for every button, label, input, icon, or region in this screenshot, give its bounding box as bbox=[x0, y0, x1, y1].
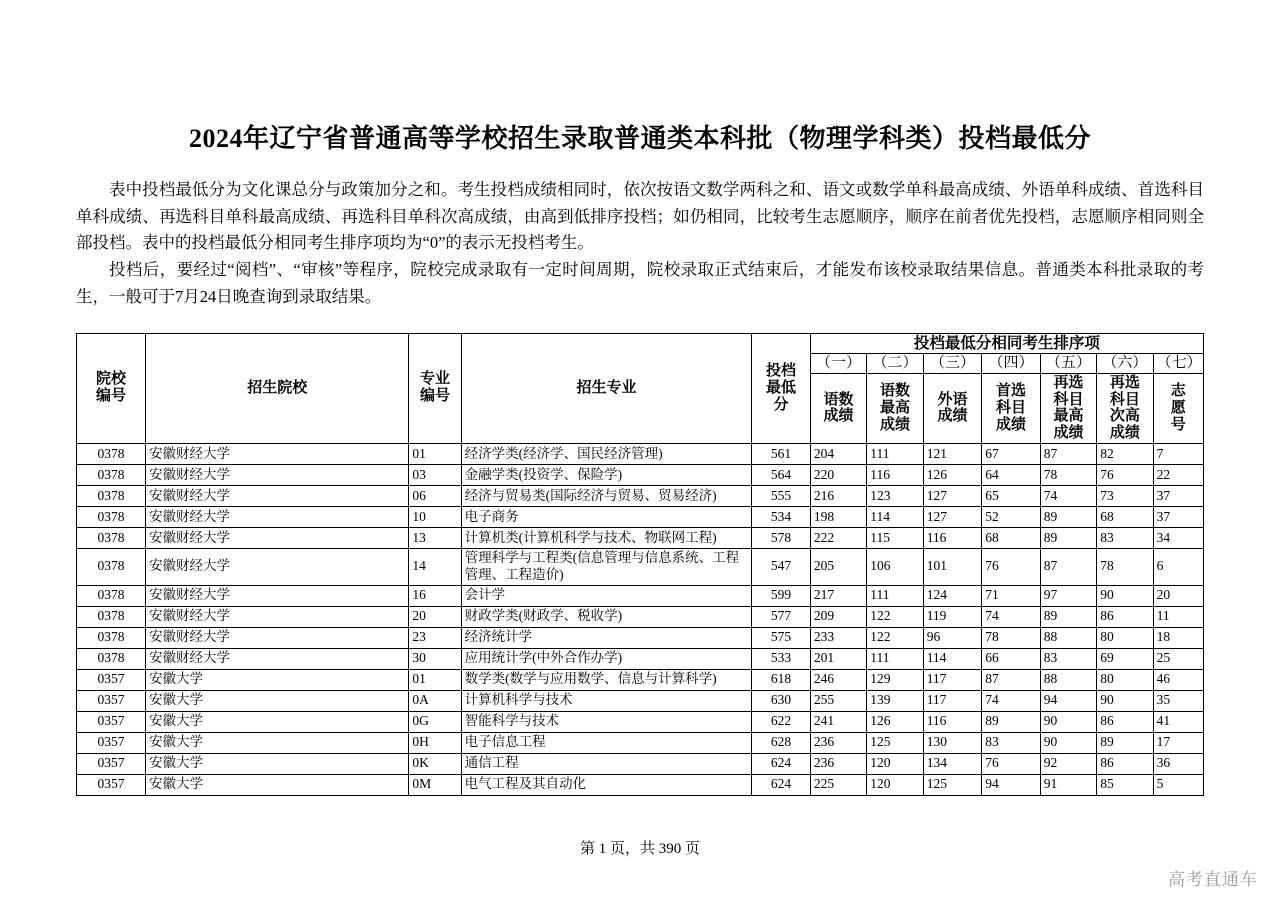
cell-foreign-language: 116 bbox=[923, 527, 982, 548]
cell-major-name: 数学类(数学与应用数学、信息与计算科学) bbox=[461, 669, 752, 690]
cell-major-name: 通信工程 bbox=[461, 753, 752, 774]
cell-preference-number: 7 bbox=[1153, 443, 1203, 464]
cell-min-score: 624 bbox=[752, 774, 811, 795]
cell-chinese-math-max: 111 bbox=[867, 443, 923, 464]
cell-school-name: 安徽财经大学 bbox=[145, 548, 408, 585]
table-row bbox=[77, 464, 1204, 485]
cell-chinese-math-total: 255 bbox=[810, 690, 866, 711]
cell-min-score: 533 bbox=[752, 648, 811, 669]
cell-major-name: 电子信息工程 bbox=[461, 732, 752, 753]
cell-chinese-math-total: 241 bbox=[810, 711, 866, 732]
table-row bbox=[77, 732, 1204, 753]
cell-min-score: 630 bbox=[752, 690, 811, 711]
cell-second-choice-next: 90 bbox=[1097, 690, 1153, 711]
table-row bbox=[77, 774, 1204, 795]
page-footer: 第 1 页，共 390 页 bbox=[579, 841, 700, 857]
cell-foreign-language: 117 bbox=[923, 690, 982, 711]
cell-second-choice-next: 69 bbox=[1097, 648, 1153, 669]
cell-foreign-language: 116 bbox=[923, 711, 982, 732]
cell-second-choice-max: 74 bbox=[1040, 485, 1096, 506]
cell-chinese-math-max: 111 bbox=[867, 585, 923, 606]
cell-foreign-language: 121 bbox=[923, 443, 982, 464]
cell-school-code: 0357 bbox=[77, 774, 146, 795]
cell-second-choice-max: 83 bbox=[1040, 648, 1096, 669]
cell-chinese-math-max: 111 bbox=[867, 648, 923, 669]
table-row bbox=[77, 690, 1204, 711]
cell-school-code: 0357 bbox=[77, 690, 146, 711]
cell-major-name: 电气工程及其自动化 bbox=[461, 774, 752, 795]
cell-major-code: 14 bbox=[409, 548, 461, 585]
cell-second-choice-next: 82 bbox=[1097, 443, 1153, 464]
cell-second-choice-next: 80 bbox=[1097, 627, 1153, 648]
cell-school-name: 安徽财经大学 bbox=[145, 443, 408, 464]
col-major-code: 专业编号 bbox=[409, 333, 461, 443]
cell-first-choice-subject: 67 bbox=[982, 443, 1041, 464]
cell-major-code: 23 bbox=[409, 627, 461, 648]
cell-second-choice-max: 90 bbox=[1040, 711, 1096, 732]
cell-first-choice-subject: 78 bbox=[982, 627, 1041, 648]
col-school-name: 招生院校 bbox=[145, 333, 408, 443]
cell-min-score: 624 bbox=[752, 753, 811, 774]
cell-major-code: 0M bbox=[409, 774, 461, 795]
cell-foreign-language: 127 bbox=[923, 485, 982, 506]
cell-major-name: 电子商务 bbox=[461, 506, 752, 527]
cell-major-name: 金融学类(投资学、保险学) bbox=[461, 464, 752, 485]
cell-second-choice-max: 87 bbox=[1040, 548, 1096, 585]
col-foreign-language: 外语成绩 bbox=[923, 373, 982, 443]
cell-chinese-math-max: 125 bbox=[867, 732, 923, 753]
cell-min-score: 561 bbox=[752, 443, 811, 464]
roman-6: （六） bbox=[1097, 353, 1153, 373]
col-chinese-math-max: 语数最高成绩 bbox=[867, 373, 923, 443]
cell-foreign-language: 119 bbox=[923, 606, 982, 627]
table-row bbox=[77, 753, 1204, 774]
cell-major-code: 06 bbox=[409, 485, 461, 506]
cell-second-choice-next: 73 bbox=[1097, 485, 1153, 506]
cell-chinese-math-total: 198 bbox=[810, 506, 866, 527]
cell-school-name: 安徽大学 bbox=[145, 690, 408, 711]
col-school-code: 院校编号 bbox=[77, 333, 146, 443]
cell-foreign-language: 101 bbox=[923, 548, 982, 585]
cell-preference-number: 25 bbox=[1153, 648, 1203, 669]
roman-4: （四） bbox=[982, 353, 1041, 373]
cell-min-score: 577 bbox=[752, 606, 811, 627]
cell-second-choice-next: 86 bbox=[1097, 753, 1153, 774]
cell-chinese-math-total: 201 bbox=[810, 648, 866, 669]
cell-preference-number: 37 bbox=[1153, 506, 1203, 527]
cell-preference-number: 20 bbox=[1153, 585, 1203, 606]
cell-school-code: 0378 bbox=[77, 548, 146, 585]
cell-school-code: 0378 bbox=[77, 627, 146, 648]
scores-table bbox=[76, 333, 1204, 796]
cell-foreign-language: 117 bbox=[923, 669, 982, 690]
cell-first-choice-subject: 66 bbox=[982, 648, 1041, 669]
table-row bbox=[77, 548, 1204, 585]
cell-min-score: 564 bbox=[752, 464, 811, 485]
cell-school-code: 0357 bbox=[77, 669, 146, 690]
cell-major-code: 13 bbox=[409, 527, 461, 548]
cell-foreign-language: 96 bbox=[923, 627, 982, 648]
cell-major-name: 管理科学与工程类(信息管理与信息系统、工程管理、工程造价) bbox=[461, 548, 752, 585]
cell-major-code: 20 bbox=[409, 606, 461, 627]
cell-chinese-math-total: 236 bbox=[810, 753, 866, 774]
cell-major-name: 应用统计学(中外合作办学) bbox=[461, 648, 752, 669]
table-row bbox=[77, 648, 1204, 669]
cell-preference-number: 34 bbox=[1153, 527, 1203, 548]
cell-chinese-math-total: 222 bbox=[810, 527, 866, 548]
cell-school-code: 0357 bbox=[77, 753, 146, 774]
cell-second-choice-max: 97 bbox=[1040, 585, 1096, 606]
cell-school-name: 安徽大学 bbox=[145, 753, 408, 774]
cell-foreign-language: 134 bbox=[923, 753, 982, 774]
col-major-name: 招生专业 bbox=[461, 333, 752, 443]
cell-chinese-math-total: 204 bbox=[810, 443, 866, 464]
cell-preference-number: 5 bbox=[1153, 774, 1203, 795]
roman-2: （二） bbox=[867, 353, 923, 373]
cell-second-choice-next: 76 bbox=[1097, 464, 1153, 485]
cell-second-choice-max: 88 bbox=[1040, 669, 1096, 690]
cell-preference-number: 35 bbox=[1153, 690, 1203, 711]
cell-first-choice-subject: 74 bbox=[982, 690, 1041, 711]
cell-chinese-math-max: 115 bbox=[867, 527, 923, 548]
roman-7: （七） bbox=[1153, 353, 1203, 373]
cell-chinese-math-max: 120 bbox=[867, 774, 923, 795]
table-row bbox=[77, 627, 1204, 648]
cell-foreign-language: 127 bbox=[923, 506, 982, 527]
cell-second-choice-next: 80 bbox=[1097, 669, 1153, 690]
cell-foreign-language: 124 bbox=[923, 585, 982, 606]
cell-chinese-math-max: 122 bbox=[867, 606, 923, 627]
cell-school-name: 安徽财经大学 bbox=[145, 485, 408, 506]
cell-school-code: 0357 bbox=[77, 711, 146, 732]
cell-second-choice-max: 94 bbox=[1040, 690, 1096, 711]
cell-preference-number: 22 bbox=[1153, 464, 1203, 485]
intro-paragraph-2: 投档后，要经过“阅档”、“审核”等程序，院校完成录取有一定时间周期，院校录取正式结束后，才能发布该校录取结果信息。普通类本科批录取的考生，一般可于7月24日晚查询到录取结果。 bbox=[76, 260, 1204, 306]
page-title: 2024年辽宁省普通高等学校招生录取普通类本科批（物理学科类）投档最低分 bbox=[188, 124, 1091, 153]
cell-preference-number: 41 bbox=[1153, 711, 1203, 732]
cell-first-choice-subject: 68 bbox=[982, 527, 1041, 548]
cell-school-code: 0378 bbox=[77, 648, 146, 669]
cell-major-name: 计算机类(计算机科学与技术、物联网工程) bbox=[461, 527, 752, 548]
cell-chinese-math-max: 114 bbox=[867, 506, 923, 527]
cell-min-score: 599 bbox=[752, 585, 811, 606]
cell-school-code: 0378 bbox=[77, 606, 146, 627]
cell-min-score: 575 bbox=[752, 627, 811, 648]
cell-school-code: 0378 bbox=[77, 527, 146, 548]
cell-first-choice-subject: 71 bbox=[982, 585, 1041, 606]
cell-second-choice-max: 91 bbox=[1040, 774, 1096, 795]
cell-major-name: 智能科学与技术 bbox=[461, 711, 752, 732]
cell-chinese-math-total: 217 bbox=[810, 585, 866, 606]
cell-school-name: 安徽大学 bbox=[145, 732, 408, 753]
cell-chinese-math-max: 126 bbox=[867, 711, 923, 732]
cell-major-name: 会计学 bbox=[461, 585, 752, 606]
cell-foreign-language: 130 bbox=[923, 732, 982, 753]
cell-school-name: 安徽大学 bbox=[145, 774, 408, 795]
cell-chinese-math-max: 120 bbox=[867, 753, 923, 774]
cell-first-choice-subject: 52 bbox=[982, 506, 1041, 527]
cell-school-code: 0378 bbox=[77, 464, 146, 485]
cell-major-code: 0G bbox=[409, 711, 461, 732]
cell-chinese-math-max: 139 bbox=[867, 690, 923, 711]
cell-min-score: 534 bbox=[752, 506, 811, 527]
cell-major-code: 0A bbox=[409, 690, 461, 711]
table-row bbox=[77, 711, 1204, 732]
table-row bbox=[77, 443, 1204, 464]
cell-foreign-language: 114 bbox=[923, 648, 982, 669]
cell-first-choice-subject: 76 bbox=[982, 548, 1041, 585]
col-preference-number: 志愿号 bbox=[1153, 373, 1203, 443]
cell-second-choice-next: 86 bbox=[1097, 711, 1153, 732]
cell-school-name: 安徽财经大学 bbox=[145, 606, 408, 627]
cell-first-choice-subject: 94 bbox=[982, 774, 1041, 795]
cell-chinese-math-max: 122 bbox=[867, 627, 923, 648]
cell-first-choice-subject: 74 bbox=[982, 606, 1041, 627]
table-row bbox=[77, 585, 1204, 606]
cell-major-code: 01 bbox=[409, 443, 461, 464]
table-header bbox=[77, 333, 1204, 443]
cell-second-choice-max: 89 bbox=[1040, 606, 1096, 627]
col-first-choice-subject: 首选科目成绩 bbox=[982, 373, 1041, 443]
cell-first-choice-subject: 83 bbox=[982, 732, 1041, 753]
roman-1: （一） bbox=[810, 353, 866, 373]
cell-school-name: 安徽财经大学 bbox=[145, 648, 408, 669]
cell-major-code: 0K bbox=[409, 753, 461, 774]
cell-first-choice-subject: 65 bbox=[982, 485, 1041, 506]
col-min-score: 投档最低分 bbox=[752, 333, 811, 443]
cell-foreign-language: 125 bbox=[923, 774, 982, 795]
cell-school-code: 0378 bbox=[77, 585, 146, 606]
cell-preference-number: 6 bbox=[1153, 548, 1203, 585]
table-row bbox=[77, 485, 1204, 506]
intro-paragraph-1: 表中投档最低分为文化课总分与政策加分之和。考生投档成绩相同时，依次按语文数学两科之和、语文或数学单科最高成绩、外语单科成绩、首选科目单科成绩、再选科目单科最高成绩、再选科目单科次高成绩，由高到低排序投档；如仍相同，比较考生志愿顺序，顺序在前者优先投档，志愿顺序相同则全部投档。表中的投档最低分相同考生排序项均为“0”的表示无投档考生。 bbox=[76, 180, 1204, 253]
cell-major-name: 财政学类(财政学、税收学) bbox=[461, 606, 752, 627]
cell-chinese-math-max: 123 bbox=[867, 485, 923, 506]
roman-5: （五） bbox=[1040, 353, 1096, 373]
cell-major-code: 30 bbox=[409, 648, 461, 669]
cell-first-choice-subject: 76 bbox=[982, 753, 1041, 774]
table-row bbox=[77, 527, 1204, 548]
cell-second-choice-max: 78 bbox=[1040, 464, 1096, 485]
cell-school-name: 安徽大学 bbox=[145, 711, 408, 732]
cell-second-choice-max: 88 bbox=[1040, 627, 1096, 648]
cell-major-code: 0H bbox=[409, 732, 461, 753]
cell-second-choice-max: 87 bbox=[1040, 443, 1096, 464]
cell-chinese-math-total: 236 bbox=[810, 732, 866, 753]
cell-second-choice-next: 86 bbox=[1097, 606, 1153, 627]
cell-major-name: 经济学类(经济学、国民经济管理) bbox=[461, 443, 752, 464]
cell-second-choice-next: 90 bbox=[1097, 585, 1153, 606]
header-row-group bbox=[77, 333, 1204, 353]
cell-second-choice-next: 83 bbox=[1097, 527, 1153, 548]
cell-preference-number: 17 bbox=[1153, 732, 1203, 753]
col-second-choice-max: 再选科目最高成绩 bbox=[1040, 373, 1096, 443]
cell-major-code: 01 bbox=[409, 669, 461, 690]
cell-chinese-math-max: 106 bbox=[867, 548, 923, 585]
cell-school-name: 安徽财经大学 bbox=[145, 506, 408, 527]
cell-second-choice-max: 90 bbox=[1040, 732, 1096, 753]
cell-preference-number: 46 bbox=[1153, 669, 1203, 690]
cell-chinese-math-max: 129 bbox=[867, 669, 923, 690]
cell-school-code: 0378 bbox=[77, 506, 146, 527]
table-row bbox=[77, 606, 1204, 627]
cell-school-name: 安徽财经大学 bbox=[145, 627, 408, 648]
cell-second-choice-next: 78 bbox=[1097, 548, 1153, 585]
cell-foreign-language: 126 bbox=[923, 464, 982, 485]
cell-chinese-math-total: 216 bbox=[810, 485, 866, 506]
cell-chinese-math-max: 116 bbox=[867, 464, 923, 485]
cell-min-score: 547 bbox=[752, 548, 811, 585]
table-row bbox=[77, 506, 1204, 527]
cell-preference-number: 37 bbox=[1153, 485, 1203, 506]
cell-second-choice-next: 68 bbox=[1097, 506, 1153, 527]
cell-major-code: 10 bbox=[409, 506, 461, 527]
cell-min-score: 578 bbox=[752, 527, 811, 548]
intro-text bbox=[76, 177, 1204, 311]
cell-chinese-math-total: 233 bbox=[810, 627, 866, 648]
cell-school-code: 0357 bbox=[77, 732, 146, 753]
watermark: 高考直通车 bbox=[1168, 870, 1258, 889]
cell-second-choice-next: 89 bbox=[1097, 732, 1153, 753]
col-group-tiebreakers: 投档最低分相同考生排序项 bbox=[810, 333, 1203, 353]
cell-preference-number: 36 bbox=[1153, 753, 1203, 774]
cell-chinese-math-total: 209 bbox=[810, 606, 866, 627]
cell-min-score: 628 bbox=[752, 732, 811, 753]
cell-first-choice-subject: 89 bbox=[982, 711, 1041, 732]
cell-second-choice-max: 89 bbox=[1040, 527, 1096, 548]
roman-3: （三） bbox=[923, 353, 982, 373]
col-second-choice-next: 再选科目次高成绩 bbox=[1097, 373, 1153, 443]
cell-school-name: 安徽财经大学 bbox=[145, 585, 408, 606]
cell-min-score: 618 bbox=[752, 669, 811, 690]
col-chinese-math-total: 语数成绩 bbox=[810, 373, 866, 443]
cell-major-name: 计算机科学与技术 bbox=[461, 690, 752, 711]
cell-min-score: 622 bbox=[752, 711, 811, 732]
cell-major-name: 经济统计学 bbox=[461, 627, 752, 648]
cell-preference-number: 11 bbox=[1153, 606, 1203, 627]
table-row bbox=[77, 669, 1204, 690]
cell-school-code: 0378 bbox=[77, 443, 146, 464]
cell-first-choice-subject: 87 bbox=[982, 669, 1041, 690]
table-body bbox=[77, 443, 1204, 795]
cell-school-name: 安徽财经大学 bbox=[145, 527, 408, 548]
cell-chinese-math-total: 225 bbox=[810, 774, 866, 795]
cell-school-name: 安徽大学 bbox=[145, 669, 408, 690]
cell-second-choice-max: 89 bbox=[1040, 506, 1096, 527]
cell-school-name: 安徽财经大学 bbox=[145, 464, 408, 485]
cell-chinese-math-total: 220 bbox=[810, 464, 866, 485]
cell-chinese-math-total: 205 bbox=[810, 548, 866, 585]
cell-school-code: 0378 bbox=[77, 485, 146, 506]
cell-major-code: 16 bbox=[409, 585, 461, 606]
cell-min-score: 555 bbox=[752, 485, 811, 506]
cell-second-choice-next: 85 bbox=[1097, 774, 1153, 795]
cell-major-code: 03 bbox=[409, 464, 461, 485]
cell-first-choice-subject: 64 bbox=[982, 464, 1041, 485]
cell-second-choice-max: 92 bbox=[1040, 753, 1096, 774]
cell-preference-number: 18 bbox=[1153, 627, 1203, 648]
cell-chinese-math-total: 246 bbox=[810, 669, 866, 690]
cell-major-name: 经济与贸易类(国际经济与贸易、贸易经济) bbox=[461, 485, 752, 506]
